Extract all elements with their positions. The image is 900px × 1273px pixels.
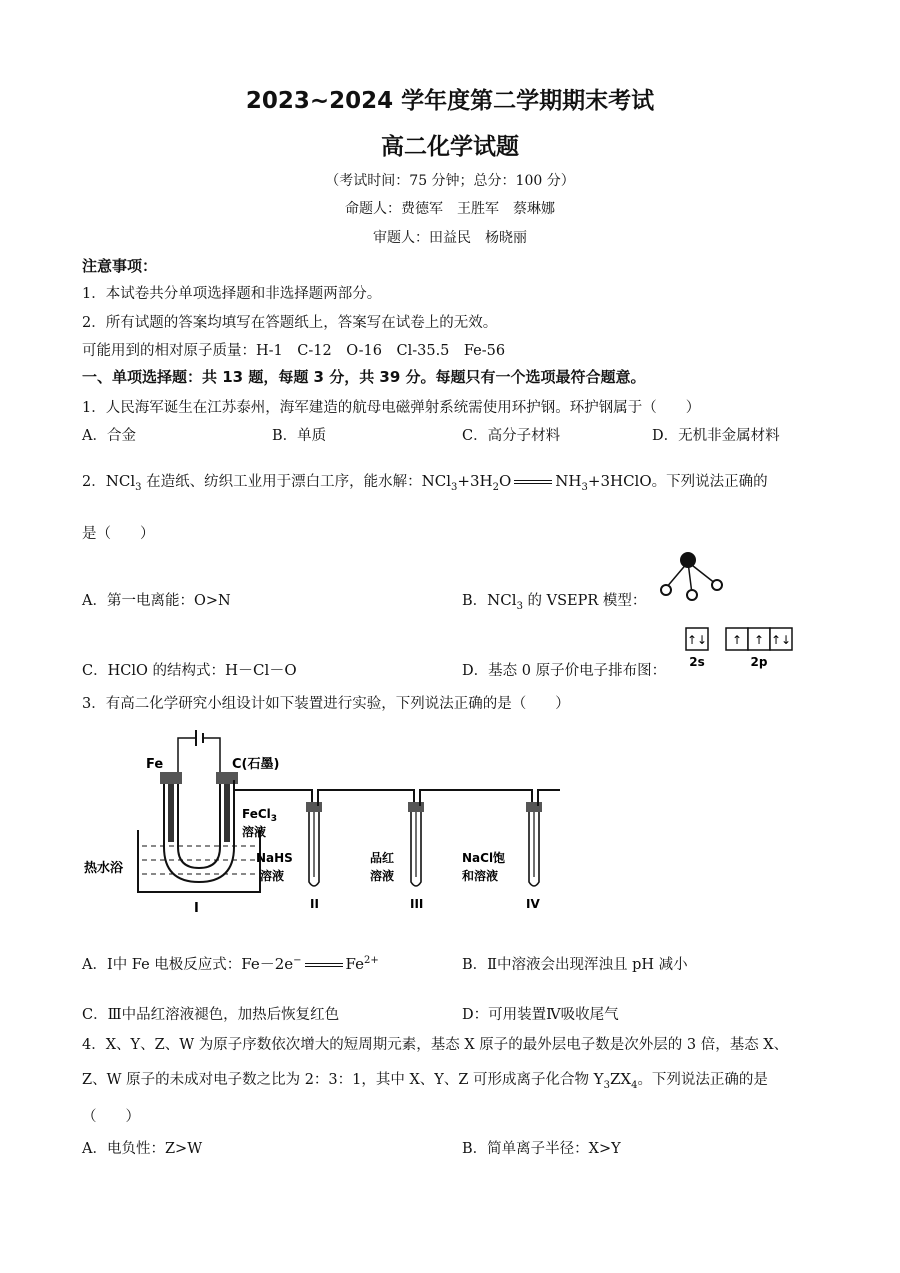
label-nacl-solution: 和溶液 (462, 869, 499, 883)
q4-stem-line1: 4．X、Y、Z、W 为原子序数依次增大的短周期元素，基态 X 原子的最外层电子数是次外层的 3 倍，基态 X、 (82, 1037, 789, 1053)
note-item-2: 2．所有试题的答案均填写在答题纸上，答案写在试卷上的无效。 (82, 315, 498, 331)
q2-option-b: B．NCl$_3$ 的 VSEPR 模型： (462, 591, 647, 612)
label-fe: Fe (146, 757, 164, 772)
notes-heading: 注意事项： (82, 257, 158, 275)
svg-text:↑↓: ↑↓ (686, 633, 708, 647)
label-nacl: NaCl饱 (462, 851, 506, 865)
q1-option-b: B．单质 (272, 428, 327, 444)
q3-option-b: B．Ⅱ中溶液会出现浑浊且 pH 减小 (462, 957, 688, 973)
label-hot-bath: 热水浴 (84, 861, 124, 876)
q4-option-a: A．电负性：Z>W (82, 1141, 203, 1157)
label-tube-4: IV (526, 897, 540, 911)
atomic-masses: 可能用到的相对原子质量：H-1 C-12 O-16 Cl-35.5 Fe-56 (82, 343, 506, 359)
q1-option-c: C．高分子材料 (462, 428, 561, 444)
label-pinhong-solution: 溶液 (370, 869, 395, 883)
label-pinhong: 品红 (370, 851, 395, 865)
section1-heading: 一、单项选择题：共 13 题，每题 3 分，共 39 分。每题只有一个选项最符合题意。 (82, 368, 646, 386)
label-tube-3: III (410, 897, 424, 911)
reviewers-line: 审题人：田益民 杨晓丽 (373, 230, 527, 246)
q2-option-d: D．基态 0 原子价电子排布图： (462, 663, 667, 679)
q4-stem-line2: Z、W 原子的未成对电子数之比为 2：3：1，其中 X、Y、Z 可形成离子化合物 $Y_3ZX_4$。下列说法正确的是 (82, 1070, 768, 1091)
exam-subtitle: 高二化学试题 (381, 134, 519, 160)
vsepr-model-figure (650, 548, 730, 602)
svg-text:2p: 2p (750, 655, 768, 669)
q2-stem-line2: 是（ ） (82, 526, 155, 542)
svg-text:2s: 2s (689, 655, 705, 669)
label-nahs: NaHS (256, 851, 293, 865)
label-tube-1: I (194, 901, 199, 916)
svg-text:↑: ↑ (731, 633, 743, 647)
q3-option-d: D：可用装置Ⅳ吸收尾气 (462, 1007, 619, 1023)
exam-info: （考试时间：75 分钟；总分：100 分） (325, 173, 575, 189)
q2-option-c: C．HClO 的结构式：H－Cl－O (82, 661, 297, 679)
exam-title: 2023~2024 学年度第二学期期末考试 (245, 88, 655, 114)
orbital-diagram (680, 624, 800, 672)
label-fecl3: FeCl$_3$ (242, 807, 278, 824)
q1-option-d: D．无机非金属材料 (652, 428, 780, 444)
note-item-1: 1．本试卷共分单项选择题和非选择题两部分。 (82, 286, 382, 302)
q3-option-c: C．Ⅲ中品红溶液褪色，加热后恢复红色 (82, 1007, 340, 1023)
label-nahs-solution: 溶液 (260, 869, 285, 883)
q2-stem: 2．NCl$_3$ 在造纸、纺织工业用于漂白工序，能水解：$NCl_3+3H_2O$ $NH_3+3HClO$。下列说法正确的 (82, 472, 768, 493)
q1-option-a: A．合金 (82, 428, 136, 444)
q2-option-a: A．第一电离能：O>N (82, 593, 231, 609)
svg-text:↑↓: ↑↓ (770, 633, 792, 647)
q4-stem-line3: （ ） (82, 1109, 140, 1125)
q3-option-a: A．Ⅰ中 Fe 电极反应式：Fe－2e− $Fe^{2+}$ (82, 955, 379, 973)
q4-option-b: B．简单离子半径：X>Y (462, 1141, 621, 1157)
label-fecl3-solution: 溶液 (242, 825, 267, 839)
equation-equals-sign (514, 480, 552, 484)
label-tube-2: II (310, 897, 319, 911)
label-c: C(石墨) (232, 757, 280, 772)
setters-line: 命题人：费德军 王胜军 蔡琳娜 (345, 201, 555, 217)
svg-text:↑: ↑ (753, 633, 765, 647)
equation-equals-sign (305, 963, 343, 967)
q3-stem: 3．有高二化学研究小组设计如下装置进行实验，下列说法正确的是（ ） (82, 696, 570, 712)
q1-stem: 1．人民海军诞生在江苏泰州，海军建造的航母电磁弹射系统需使用环护钢。环护钢属于（ ） (82, 400, 701, 416)
apparatus-diagram (82, 722, 572, 917)
